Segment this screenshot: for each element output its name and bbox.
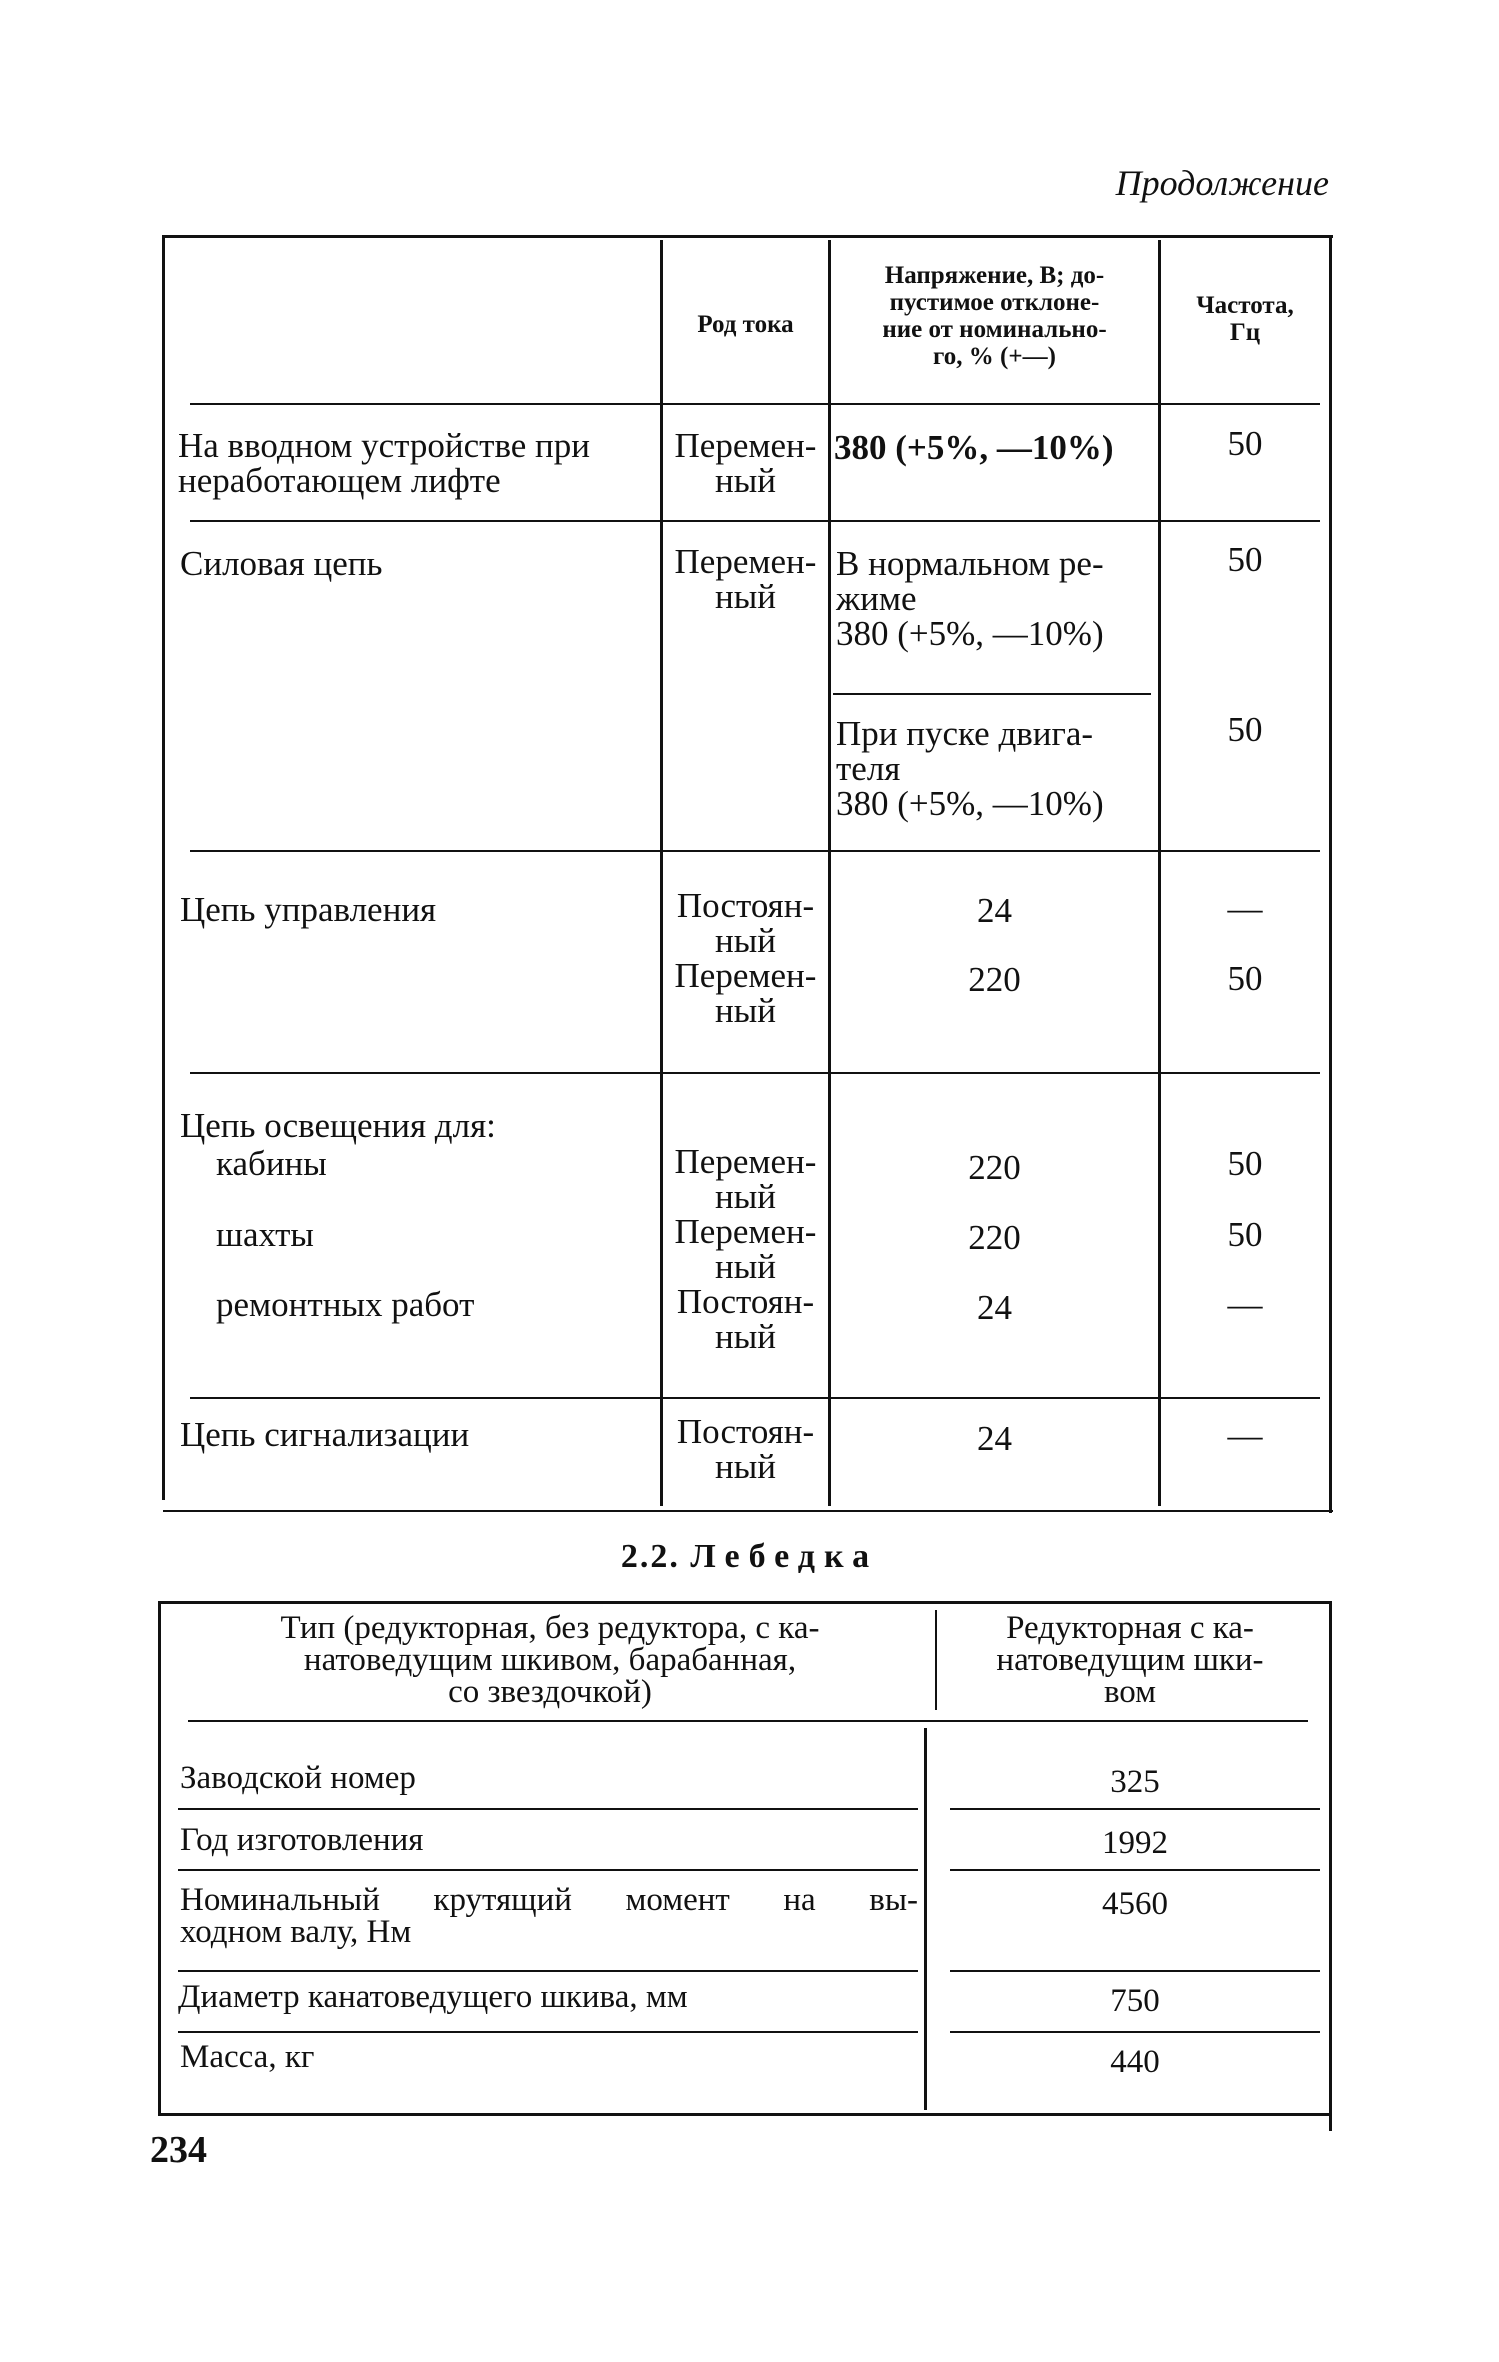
current-type-cell: Перемен- ный	[674, 542, 817, 616]
row-label: Цепь сигнализации	[180, 1415, 470, 1454]
table2-header-type: Тип (редукторная, без редуктора, с ка- натоведущим шкивом, барабанная, со звездочкой)	[280, 1610, 820, 1710]
row-label: Номинальный крутящий момент на вы- ходном валу, Нм	[180, 1882, 918, 1950]
current-type-cell: Перемен- ный	[674, 426, 817, 500]
sub-row-label: кабины	[216, 1144, 327, 1183]
table2-bottom-rule	[160, 2113, 1332, 2116]
voltage-cell: 24	[977, 1419, 1012, 1458]
sub-row-label: ремонтных работ	[216, 1285, 475, 1324]
frequency-cell-start: 50	[1227, 710, 1263, 749]
row-value: 4560	[1102, 1886, 1168, 1922]
table2-left-rule	[158, 1601, 161, 2116]
table-bottom-rule	[163, 1510, 1333, 1512]
row-label: На вводном устройстве при неработающем лифте	[178, 426, 591, 500]
header-current-type: Род тока	[697, 311, 794, 338]
frequency-cell: —	[1227, 1285, 1263, 1324]
row-rule-sub	[833, 693, 1151, 695]
frequency-cell-normal: 50	[1227, 540, 1263, 579]
row-rule-4	[190, 1397, 1320, 1399]
row-value: 750	[1110, 1983, 1160, 2019]
header-frequency: Частота, Гц	[1196, 292, 1294, 346]
table2-header-value: Редукторная с ка- натоведущим шки- вом	[996, 1610, 1264, 1710]
row-value: 325	[1110, 1764, 1160, 1800]
table2-header-col-sep	[935, 1610, 937, 1710]
row-label: Год изготовления	[180, 1822, 424, 1858]
row-rule-1	[190, 520, 1320, 522]
row-value: 440	[1110, 2044, 1160, 2080]
row-label: Заводской номер	[180, 1760, 416, 1796]
voltage-cell: 220	[968, 960, 1021, 999]
voltage-cell-start: При пуске двига- теля 380 (+5%, —10%)	[836, 714, 1104, 823]
table2-row-rule-left	[178, 2031, 918, 2033]
table2-top-rule	[160, 1601, 1332, 1604]
table2-row-rule-right	[950, 1808, 1320, 1810]
voltage-cell: 24	[977, 891, 1012, 930]
current-type-cell: Постоян- ный	[676, 886, 815, 960]
section-name: Лебедка	[690, 1538, 879, 1575]
table2-row-rule-left	[178, 1869, 918, 1871]
current-type-cell: Перемен- ный	[674, 1212, 817, 1286]
current-type-cell: Постоян- ный	[676, 1412, 815, 1486]
frequency-cell: 50	[1227, 1215, 1263, 1254]
row-label: Цепь управления	[180, 890, 437, 929]
table-top-rule	[163, 235, 1333, 238]
row-rule-3	[190, 1072, 1320, 1074]
table2-row-rule-right	[950, 2031, 1320, 2033]
row-label: Силовая цепь	[180, 544, 383, 583]
page-number: 234	[150, 2129, 207, 2171]
table2-row-rule-left	[178, 1808, 918, 1810]
frequency-cell: 50	[1227, 1144, 1263, 1183]
table-right-rule	[1329, 235, 1332, 1513]
row-label: Масса, кг	[180, 2039, 315, 2075]
current-type-cell: Постоян- ный	[676, 1282, 815, 1356]
table2-row-rule-right	[950, 1970, 1320, 1972]
frequency-cell: —	[1227, 889, 1263, 928]
table2-row-rule-left	[178, 1970, 918, 1972]
table2-row-rule-right	[950, 1869, 1320, 1871]
header-bottom-rule	[190, 403, 1320, 405]
voltage-cell: 220	[968, 1148, 1021, 1187]
current-type-cell: Перемен- ный	[674, 1142, 817, 1216]
voltage-cell: 24	[977, 1288, 1012, 1327]
voltage-cell: 220	[968, 1218, 1021, 1257]
row-value: 1992	[1102, 1825, 1168, 1861]
row-label: Диаметр канатоведущего шкива, мм	[178, 1979, 688, 2015]
row-rule-2	[190, 850, 1320, 852]
frequency-cell: 50	[1227, 959, 1263, 998]
row-label: Цепь освещения для:	[180, 1106, 496, 1145]
voltage-cell: 380 (+5%, —10%)	[834, 428, 1114, 467]
frequency-cell: 50	[1227, 424, 1263, 463]
sub-row-label: шахты	[216, 1215, 314, 1254]
continuation-label: Продолжение	[1115, 163, 1329, 203]
table2-col-sep	[924, 1728, 927, 2110]
table-left-rule	[162, 235, 165, 1500]
header-voltage: Напряжение, В; до- пустимое отклоне- ние от номинально- го, % (+—)	[882, 262, 1107, 370]
section-title	[0, 1538, 1499, 1576]
current-type-cell: Перемен- ный	[674, 956, 817, 1030]
frequency-cell: —	[1227, 1416, 1263, 1455]
table2-right-rule	[1329, 1601, 1332, 2131]
section-number: 2.2.	[620, 1538, 680, 1575]
table2-header-rule	[188, 1720, 1308, 1722]
voltage-cell-normal: В нормальном ре- жиме 380 (+5%, —10%)	[836, 544, 1104, 653]
